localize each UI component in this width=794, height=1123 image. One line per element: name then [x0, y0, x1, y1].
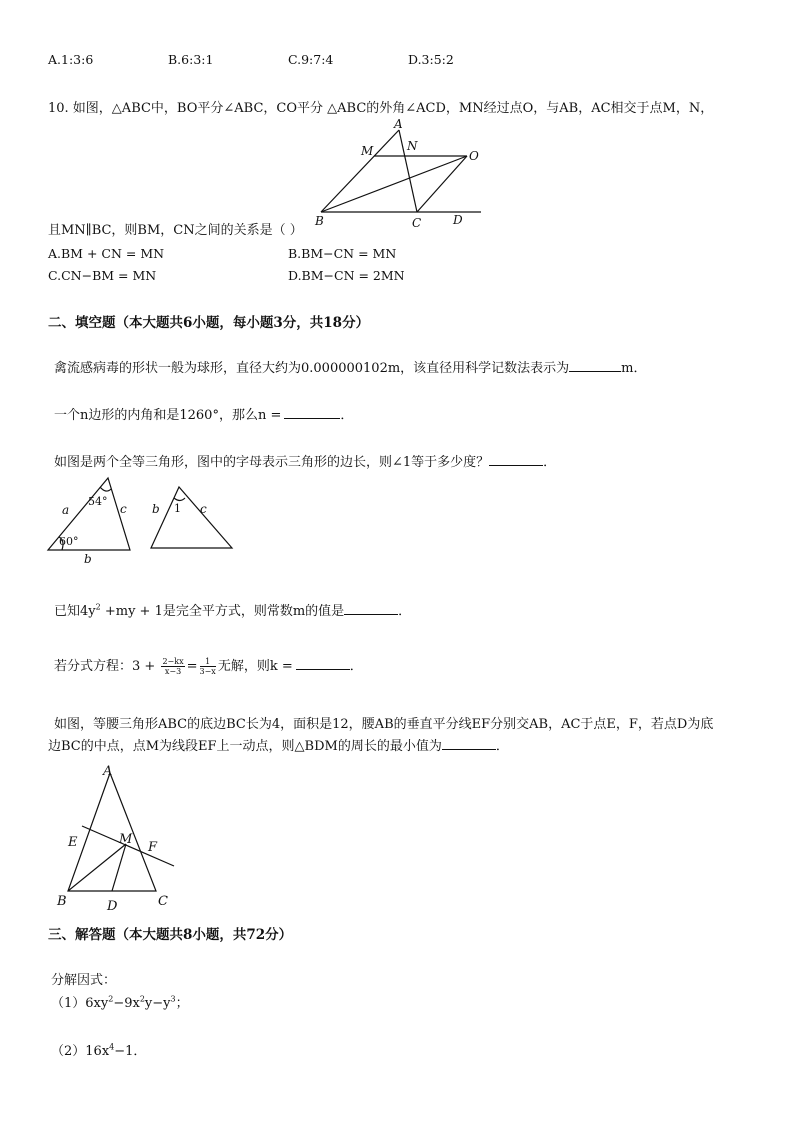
- q10-option-b: B.BM−CN = MN: [288, 246, 397, 261]
- q13-figure: [40, 472, 245, 570]
- q12-blank: [284, 406, 340, 419]
- label-c: C: [158, 894, 168, 909]
- section3-title: 三、解答题（本大题共8小题，共72分）: [48, 927, 293, 943]
- tri1-side-c: c: [120, 502, 127, 516]
- q10-option-d: D.BM−CN = 2MN: [288, 268, 405, 283]
- option-d: D.3:5:2: [408, 52, 454, 67]
- label-o: O: [469, 149, 479, 163]
- q16-line2-text: 边BC的中点，点M为线段EF上一动点，则△BDM的周长的最小值为: [48, 739, 442, 754]
- tri2-angle-1: 1: [174, 502, 181, 515]
- q15-pre: 若分式方程：3 +: [54, 659, 156, 674]
- q14-pre: 已知4y: [54, 604, 96, 619]
- q16-blank: [442, 737, 496, 750]
- q11-tail: m．: [621, 361, 647, 376]
- label-n: N: [407, 139, 418, 153]
- q17-p1-a: （1）6xy: [51, 996, 109, 1011]
- tri2-side-c: c: [200, 502, 207, 516]
- q17-part2: [51, 1040, 146, 1059]
- q17-p1-e1: 2: [108, 994, 114, 1004]
- q16-figure: [52, 760, 182, 912]
- q15-frac2: [200, 657, 216, 676]
- q15-frac1-num: 2−kx: [162, 657, 184, 666]
- q16-line1: 如图，等腰三角形ABC的底边BC长为4，面积是12，腰AB的垂直平分线EF分别交AB，AC于点E，F，若点D为底: [54, 717, 714, 732]
- q13-text: 如图是两个全等三角形，图中的字母表示三角形的边长，则∠1等于多少度？: [54, 455, 490, 470]
- q14: [54, 600, 411, 619]
- q15-blank: [296, 657, 350, 670]
- q17-p2-a: （2）16x: [51, 1044, 110, 1059]
- option-b: B.6:3:1: [168, 52, 214, 67]
- label-f: F: [148, 840, 158, 855]
- section2-title: 二、填空题（本大题共6小题，每小题3分，共18分）: [48, 315, 370, 331]
- q17-p1-c: y−y: [144, 996, 171, 1011]
- q17-p2-b: −1．: [114, 1044, 147, 1059]
- tri1-angle-left: 60°: [59, 535, 79, 548]
- q15-tail: ．: [349, 659, 363, 674]
- q14-blank: [344, 602, 398, 615]
- q16-tail: ．: [495, 739, 509, 754]
- q12: [54, 404, 353, 423]
- q12-tail: ．: [340, 408, 354, 423]
- q17-p1-d: ；: [175, 996, 189, 1011]
- option-a: A.1:3:6: [48, 52, 94, 67]
- q10-text-line1: 10. 如图，△ABC中，BO平分∠ABC，CO平分 △ABC的外角∠ACD，MN经过点O，与AB，AC相交于点M，N，: [48, 101, 714, 116]
- q13-tail: ．: [543, 455, 557, 470]
- q15-frac2-num: 1: [200, 657, 216, 667]
- q12-text: 一个n边形的内角和是1260°，那么n =: [54, 408, 282, 423]
- label-m: M: [361, 144, 374, 158]
- q17-part1: [51, 992, 189, 1011]
- q10-option-c: C.CN−BM = MN: [48, 268, 157, 283]
- q10-option-a: A.BM + CN = MN: [48, 246, 165, 261]
- q10-text-line2: 且MN∥BC，则BM，CN之间的关系是（ ）: [48, 223, 303, 238]
- q17-p2-e1: 4: [109, 1042, 115, 1052]
- q15-eq: =: [186, 659, 198, 674]
- tri1-side-b: b: [84, 552, 92, 566]
- q15-post: 无解，则k =: [217, 659, 293, 674]
- q17-p1-b: −9x: [113, 996, 140, 1011]
- tri1-side-a: a: [62, 503, 70, 517]
- label-b: B: [57, 894, 67, 909]
- tri2-side-b: b: [152, 502, 160, 516]
- q13: [54, 451, 556, 470]
- q11-blank: [569, 359, 621, 372]
- label-d: D: [107, 899, 118, 912]
- label-m: M: [119, 832, 133, 847]
- q15-frac2-den: 3−x: [199, 667, 216, 676]
- q15-frac1: [161, 657, 184, 676]
- q10-figure: [305, 115, 495, 235]
- q14-tail: ．: [398, 604, 412, 619]
- q15: [54, 655, 363, 676]
- q14-post: +my + 1是完全平方式，则常数m的值是: [100, 604, 345, 619]
- q13-blank: [489, 453, 543, 466]
- q14-exp: 2: [95, 602, 101, 612]
- tri1-angle-top: 54°: [88, 495, 108, 508]
- q17-p1-e2: 2: [139, 994, 145, 1004]
- option-c: C.9:7:4: [288, 52, 334, 67]
- q11: [54, 357, 647, 376]
- label-d: D: [453, 213, 463, 227]
- q11-text: 禽流感病毒的形状一般为球形，直径大约为0.000000102m，该直径用科学记数法表示为: [54, 361, 570, 376]
- label-a: A: [394, 117, 403, 131]
- label-b: B: [315, 214, 324, 228]
- q16-line2: [48, 735, 509, 754]
- q15-frac1-den: x−3: [164, 667, 182, 676]
- q17-title: 分解因式：: [51, 973, 117, 988]
- label-a: A: [103, 764, 113, 779]
- q17-p1-e3: 3: [170, 994, 176, 1004]
- label-c: C: [412, 216, 422, 230]
- label-e: E: [68, 835, 78, 850]
